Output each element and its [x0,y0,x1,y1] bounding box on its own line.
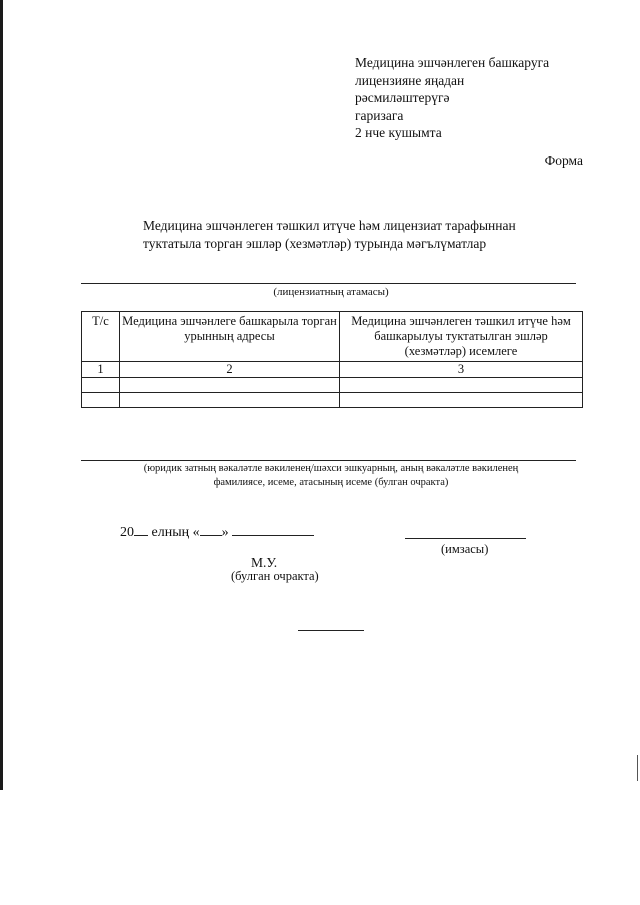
scan-artifact-mark [637,755,638,781]
date-field [120,523,314,541]
col-number-3: 3 [340,362,583,378]
day-blank[interactable] [200,523,222,536]
col-header-address: Медицина эшчәнлеге башкарыла торган урынның адресы [120,312,340,362]
licensee-name-line [81,283,576,284]
table-cell [120,393,340,408]
date-close-quote: » [221,525,229,540]
header-line-2: лицензияне яңадан [355,72,465,88]
table-cell [120,378,340,393]
header-line-1: Медицина эшчәнлеген башкаруга [355,55,550,70]
header-line-3: рәсмиләштерүгә [355,90,450,105]
col-header-services: Медицина эшчәнлеген тәшкил итүче һәм башкарылуы туктатылган эшләр (хезмәтләр) исемлеге [340,312,583,362]
table-row [82,378,583,393]
date-century: 20 [120,525,134,540]
seal-label: М.У. [251,555,278,570]
col-number-1: 1 [82,362,120,378]
representative-name-line [81,460,576,461]
table-numbering-row [82,362,583,378]
title-line-1: Медицина эшчәнлеген тәшкил итүче һәм лицензиат тарафыннан [143,218,516,233]
table-cell [82,393,120,408]
licensee-caption: (лицензиатның атамасы) [273,286,389,298]
representative-caption [81,462,581,490]
signature-caption: (имзасы) [441,542,489,556]
representative-caption-line-1: (юридик затның вәкаләтле вәкиленең/шәхси эшкуарның, аның вәкаләтле вәкиленең [143,463,519,474]
form-label: Форма [544,153,583,168]
closing-separator-line [298,630,364,631]
seal-note: (булган очракта) [231,569,319,583]
title-line-2: туктатыла торган эшләр (хезмәтләр) турында мәгълүматлар [143,236,487,251]
document-title [143,217,583,253]
table-cell [82,378,120,393]
date-year-suffix: елның « [151,525,200,540]
col-header-number: Т/с [82,312,120,362]
table-header-row [82,312,583,362]
month-blank[interactable] [232,523,314,536]
table-cell [340,393,583,408]
header-line-5: 2 нче кушымта [355,125,442,140]
services-table [81,311,583,408]
scan-left-border [0,0,3,790]
col-number-2: 2 [120,362,340,378]
table-row [82,393,583,408]
table-cell [340,378,583,393]
representative-caption-line-2: фамилиясе, исеме, атасының исеме (булган очракта) [213,477,449,488]
appendix-header [355,54,549,142]
signature-line[interactable] [405,538,526,539]
header-line-4: гаризага [355,107,404,123]
year-blank[interactable] [134,523,148,536]
